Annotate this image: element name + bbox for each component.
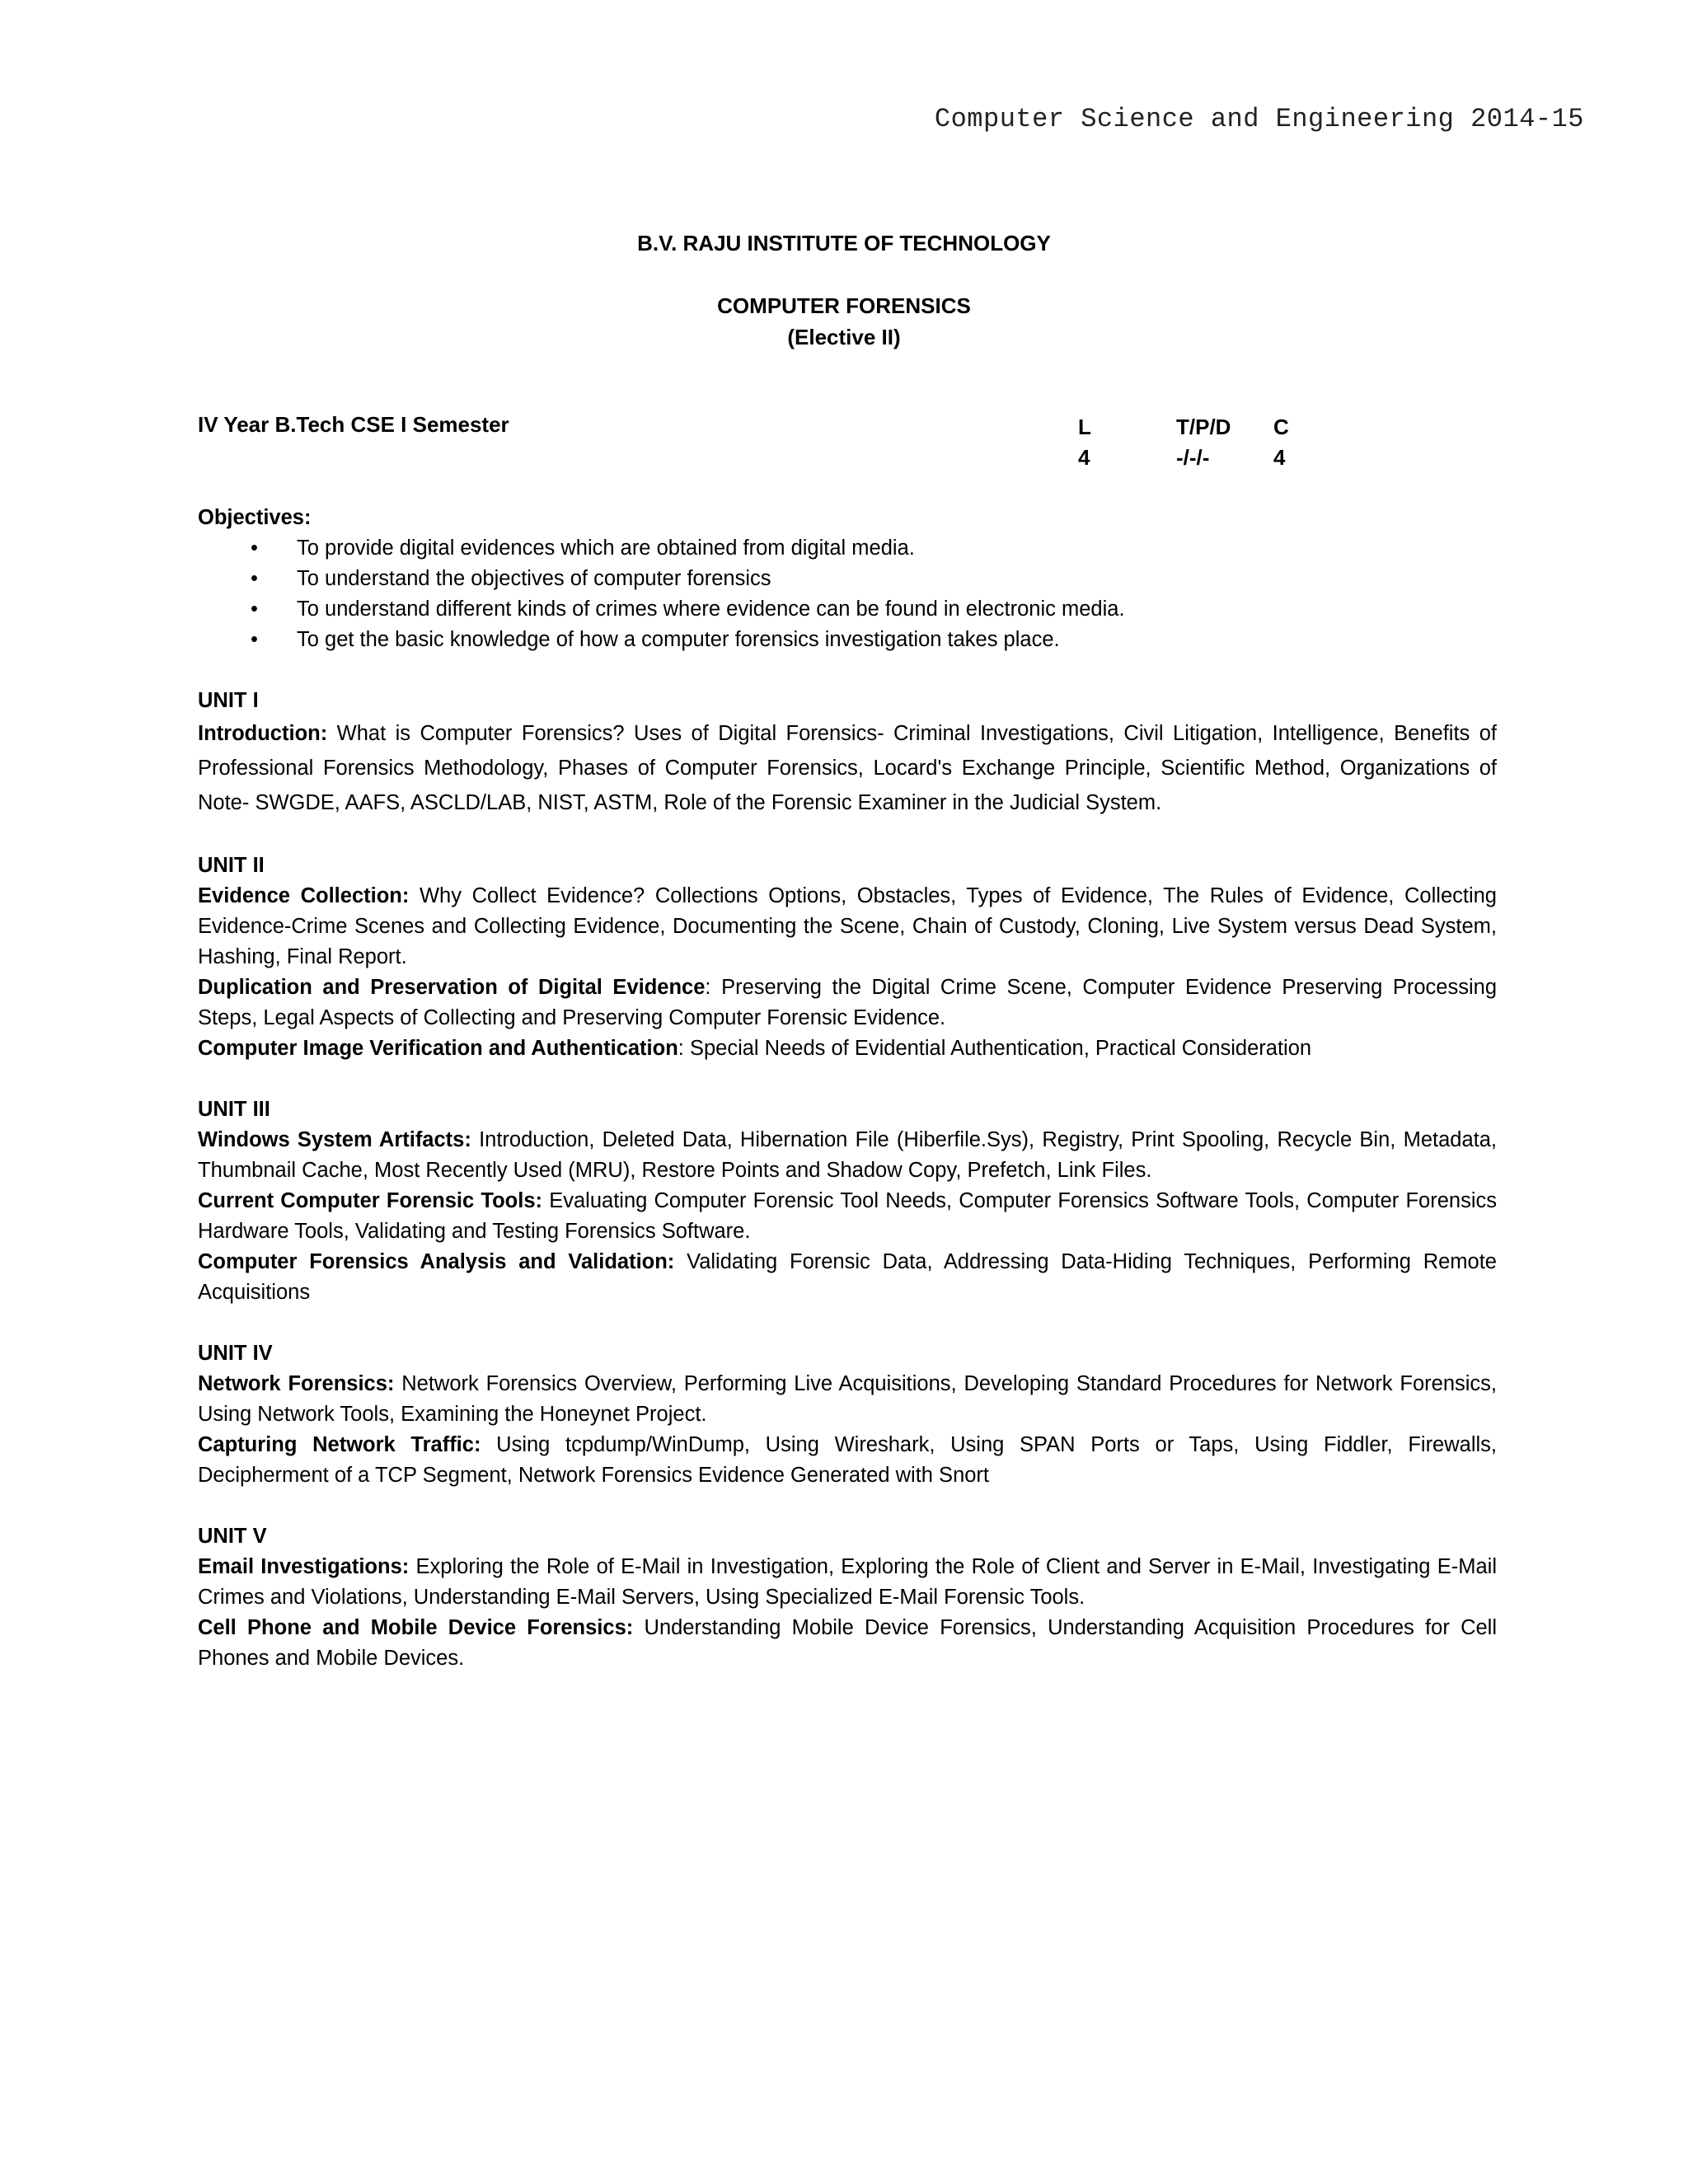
unit-paragraph: [198, 1430, 1497, 1491]
objectives-section: [198, 503, 1497, 655]
credit-header-tpd: T/P/D: [1176, 415, 1231, 439]
unit-paragraph: [198, 1125, 1497, 1186]
unit-paragraph: [198, 1369, 1497, 1430]
topic-text: Evaluating Computer Forensic Tool Needs, Computer Forensics Software Tools, Computer Forensics Hardware Tools, Validating and Testing Forensics Software.: [198, 1189, 1497, 1243]
credit-column-tpd: [1176, 412, 1231, 473]
topic-label: Current Computer Forensic Tools:: [198, 1189, 543, 1212]
topic-text: What is Computer Forensics? Uses of Digital Forensics- Criminal Investigations, Civil Litigation, Intelligence, Benefits of Professional Forensics Methodology, Phases of Computer Forensics, Locard's Exchange Principle, Scientific Method, Organizations of Note- SWGDE, AAFS, ASCLD/LAB, NIST, ASTM, Role of the Forensic Examiner in the Judicial System.: [198, 722, 1497, 814]
topic-text: Understanding Mobile Device Forensics, Understanding Acquisition Procedures for Cell Phones and Mobile Devices.: [198, 1616, 1498, 1670]
unit-1: [198, 686, 1497, 820]
credit-value-l: 4: [1078, 445, 1090, 470]
course-subtitle: (Elective II): [787, 325, 901, 349]
topic-text: Exploring the Role of E-Mail in Investigation, Exploring the Role of Client and Server in E-Mail, Investigating E-Mail Crimes and Violations, Understanding E-Mail Servers, Using Specialized E-Mail Forensic Tools.: [198, 1555, 1497, 1609]
objectives-heading: Objectives:: [198, 506, 312, 529]
unit-paragraph: [198, 1247, 1497, 1308]
unit-3: [198, 1094, 1497, 1308]
credit-column-c: [1273, 412, 1289, 473]
unit-title: UNIT V: [198, 1525, 267, 1548]
topic-text: : Special Needs of Evidential Authentication, Practical Consideration: [678, 1037, 1312, 1060]
topic-label: Evidence Collection:: [198, 884, 410, 907]
unit-paragraph: [198, 881, 1497, 972]
topic-text: Introduction, Deleted Data, Hibernation File (Hiberfile.Sys), Registry, Print Spooling, Recycle Bin, Metadata, Thumbnail Cache, Most Recently Used (MRU), Restore Points and Shadow Copy, Prefetch, Link Files.: [198, 1128, 1497, 1182]
institute-name: B.V. RAJU INSTITUTE OF TECHNOLOGY: [637, 231, 1051, 255]
unit-4: [198, 1338, 1497, 1491]
unit-paragraph: [198, 1186, 1497, 1247]
unit-paragraph: [198, 1613, 1497, 1674]
topic-label: Computer Forensics Analysis and Validation:: [198, 1250, 675, 1273]
topic-text: : Preserving the Digital Crime Scene, Computer Evidence Preserving Processing Steps, Legal Aspects of Collecting and Preserving Computer Forensic Evidence.: [198, 976, 1497, 1029]
credit-value-tpd: -/-/-: [1176, 445, 1210, 470]
page-header: Computer Science and Engineering 2014-15: [934, 104, 1584, 134]
unit-paragraph: [198, 972, 1497, 1033]
objectives-list: [198, 533, 1497, 655]
bullet-icon: •: [251, 567, 258, 590]
semester-label: IV Year B.Tech CSE I Semester: [198, 412, 509, 437]
credit-column-l: [1078, 412, 1091, 473]
bullet-icon: •: [251, 628, 258, 651]
topic-text: Network Forensics Overview, Performing Live Acquisitions, Developing Standard Procedures for Network Forensics, Using Network Tools, Examining the Honeynet Project.: [198, 1372, 1498, 1426]
unit-5: [198, 1521, 1497, 1674]
objective-text: To understand different kinds of crimes where evidence can be found in electronic media.: [297, 598, 1125, 621]
topic-label: Windows System Artifacts:: [198, 1128, 471, 1151]
objective-text: To provide digital evidences which are obtained from digital media.: [297, 537, 915, 560]
unit-title: UNIT II: [198, 854, 265, 877]
topic-label: Email Investigations:: [198, 1555, 410, 1578]
topic-label: Introduction:: [198, 722, 328, 745]
list-item: [198, 533, 1497, 564]
objective-text: To get the basic knowledge of how a computer forensics investigation takes place.: [297, 628, 1060, 651]
topic-label: Cell Phone and Mobile Device Forensics:: [198, 1616, 634, 1639]
topic-label: Network Forensics:: [198, 1372, 395, 1395]
topic-text: Why Collect Evidence? Collections Options, Obstacles, Types of Evidence, The Rules of Evidence, Collecting Evidence-Crime Scenes and Collecting Evidence, Documenting the Scene, Chain of Custody, Cloning, Live System versus Dead System, Hashing, Final Report.: [198, 884, 1497, 968]
topic-label: Capturing Network Traffic:: [198, 1433, 481, 1456]
objective-text: To understand the objectives of computer forensics: [297, 567, 771, 590]
bullet-icon: •: [251, 598, 258, 621]
unit-paragraph: [198, 1552, 1497, 1613]
unit-title: UNIT III: [198, 1098, 270, 1121]
unit-title: UNIT IV: [198, 1342, 273, 1365]
credit-header-l: L: [1078, 415, 1091, 439]
unit-paragraph: [198, 1033, 1497, 1064]
list-item: [198, 594, 1497, 625]
credit-value-c: 4: [1273, 445, 1286, 470]
topic-text: Validating Forensic Data, Addressing Data-Hiding Techniques, Performing Remote Acquisitions: [198, 1250, 1497, 1304]
topic-label: Computer Image Verification and Authentication: [198, 1037, 678, 1060]
unit-paragraph: [198, 716, 1497, 820]
syllabus-body: [198, 503, 1497, 1674]
list-item: [198, 564, 1497, 594]
credit-header-c: C: [1273, 415, 1289, 439]
unit-2: [198, 851, 1497, 1064]
course-title: COMPUTER FORENSICS: [717, 293, 971, 318]
bullet-icon: •: [251, 537, 258, 560]
unit-title: UNIT I: [198, 689, 259, 712]
course-heading: [0, 290, 1688, 353]
list-item: [198, 625, 1497, 655]
topic-label: Duplication and Preservation of Digital Evidence: [198, 976, 706, 999]
topic-text: Using tcpdump/WinDump, Using Wireshark, Using SPAN Ports or Taps, Using Fiddler, Firewalls, Decipherment of a TCP Segment, Network Forensics Evidence Generated with Snort: [198, 1433, 1498, 1487]
